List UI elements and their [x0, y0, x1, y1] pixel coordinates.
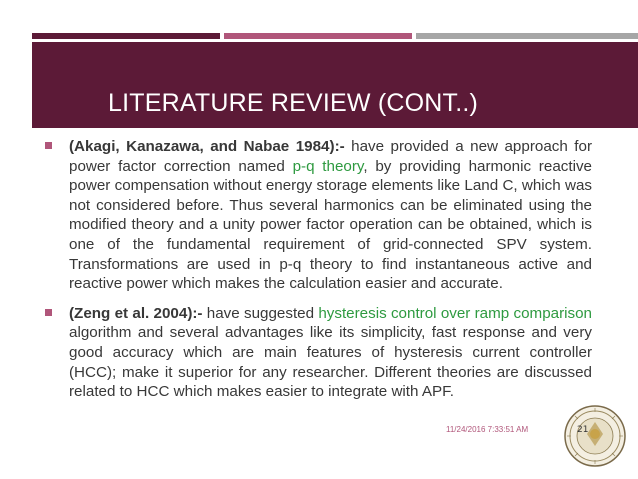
bullet-text: have provided a new approach for power factor correction named: [69, 138, 593, 175]
bullet-text: algorithm and several advantages like its simplicity, fast response and very good accuracy which are main features of hysteresis current controller (HCC); make it superior for any researcher. Different theories are discussed related to HCC which makes easier to integrate with APF.: [69, 324, 592, 401]
bullet-item: [42, 304, 592, 402]
bullet-item: [42, 137, 592, 294]
page-number: 21: [577, 425, 589, 435]
highlighted-term: hysteresis control over ramp comparison: [318, 304, 593, 322]
highlighted-term: p-q theory: [292, 157, 364, 175]
slide-date: 11/24/2016 7:33:51 AM: [446, 425, 529, 434]
accent-bar-dark: [32, 33, 220, 39]
institution-seal-logo: [563, 404, 627, 468]
citation: (Akagi, Kanazawa, and Nabae 1984):-: [69, 138, 345, 155]
bullet-text: , by providing harmonic reactive power compensation without energy storage elements like Land C, which was not considered before. Thus several harmonics can be eliminated using the modified theory and a unity power factor operation can be obtained, which is one of the fundamental requirement of grid-connected SPV system. Transformations are used in p-q theory to find instantaneous active and reactive power which makes the calculation easier and accurate.: [69, 157, 592, 293]
accent-bar-mid: [224, 33, 412, 39]
slide-body: [42, 137, 592, 402]
slide-title: LITERATURE REVIEW (CONT..): [108, 89, 479, 117]
accent-bar-gray: [416, 33, 638, 39]
citation: (Zeng et al. 2004):-: [69, 304, 203, 322]
top-accent-bars: [32, 33, 638, 39]
square-bullet-icon: [45, 142, 52, 149]
square-bullet-icon: [45, 309, 52, 316]
bullet-text: have suggested: [202, 304, 319, 322]
